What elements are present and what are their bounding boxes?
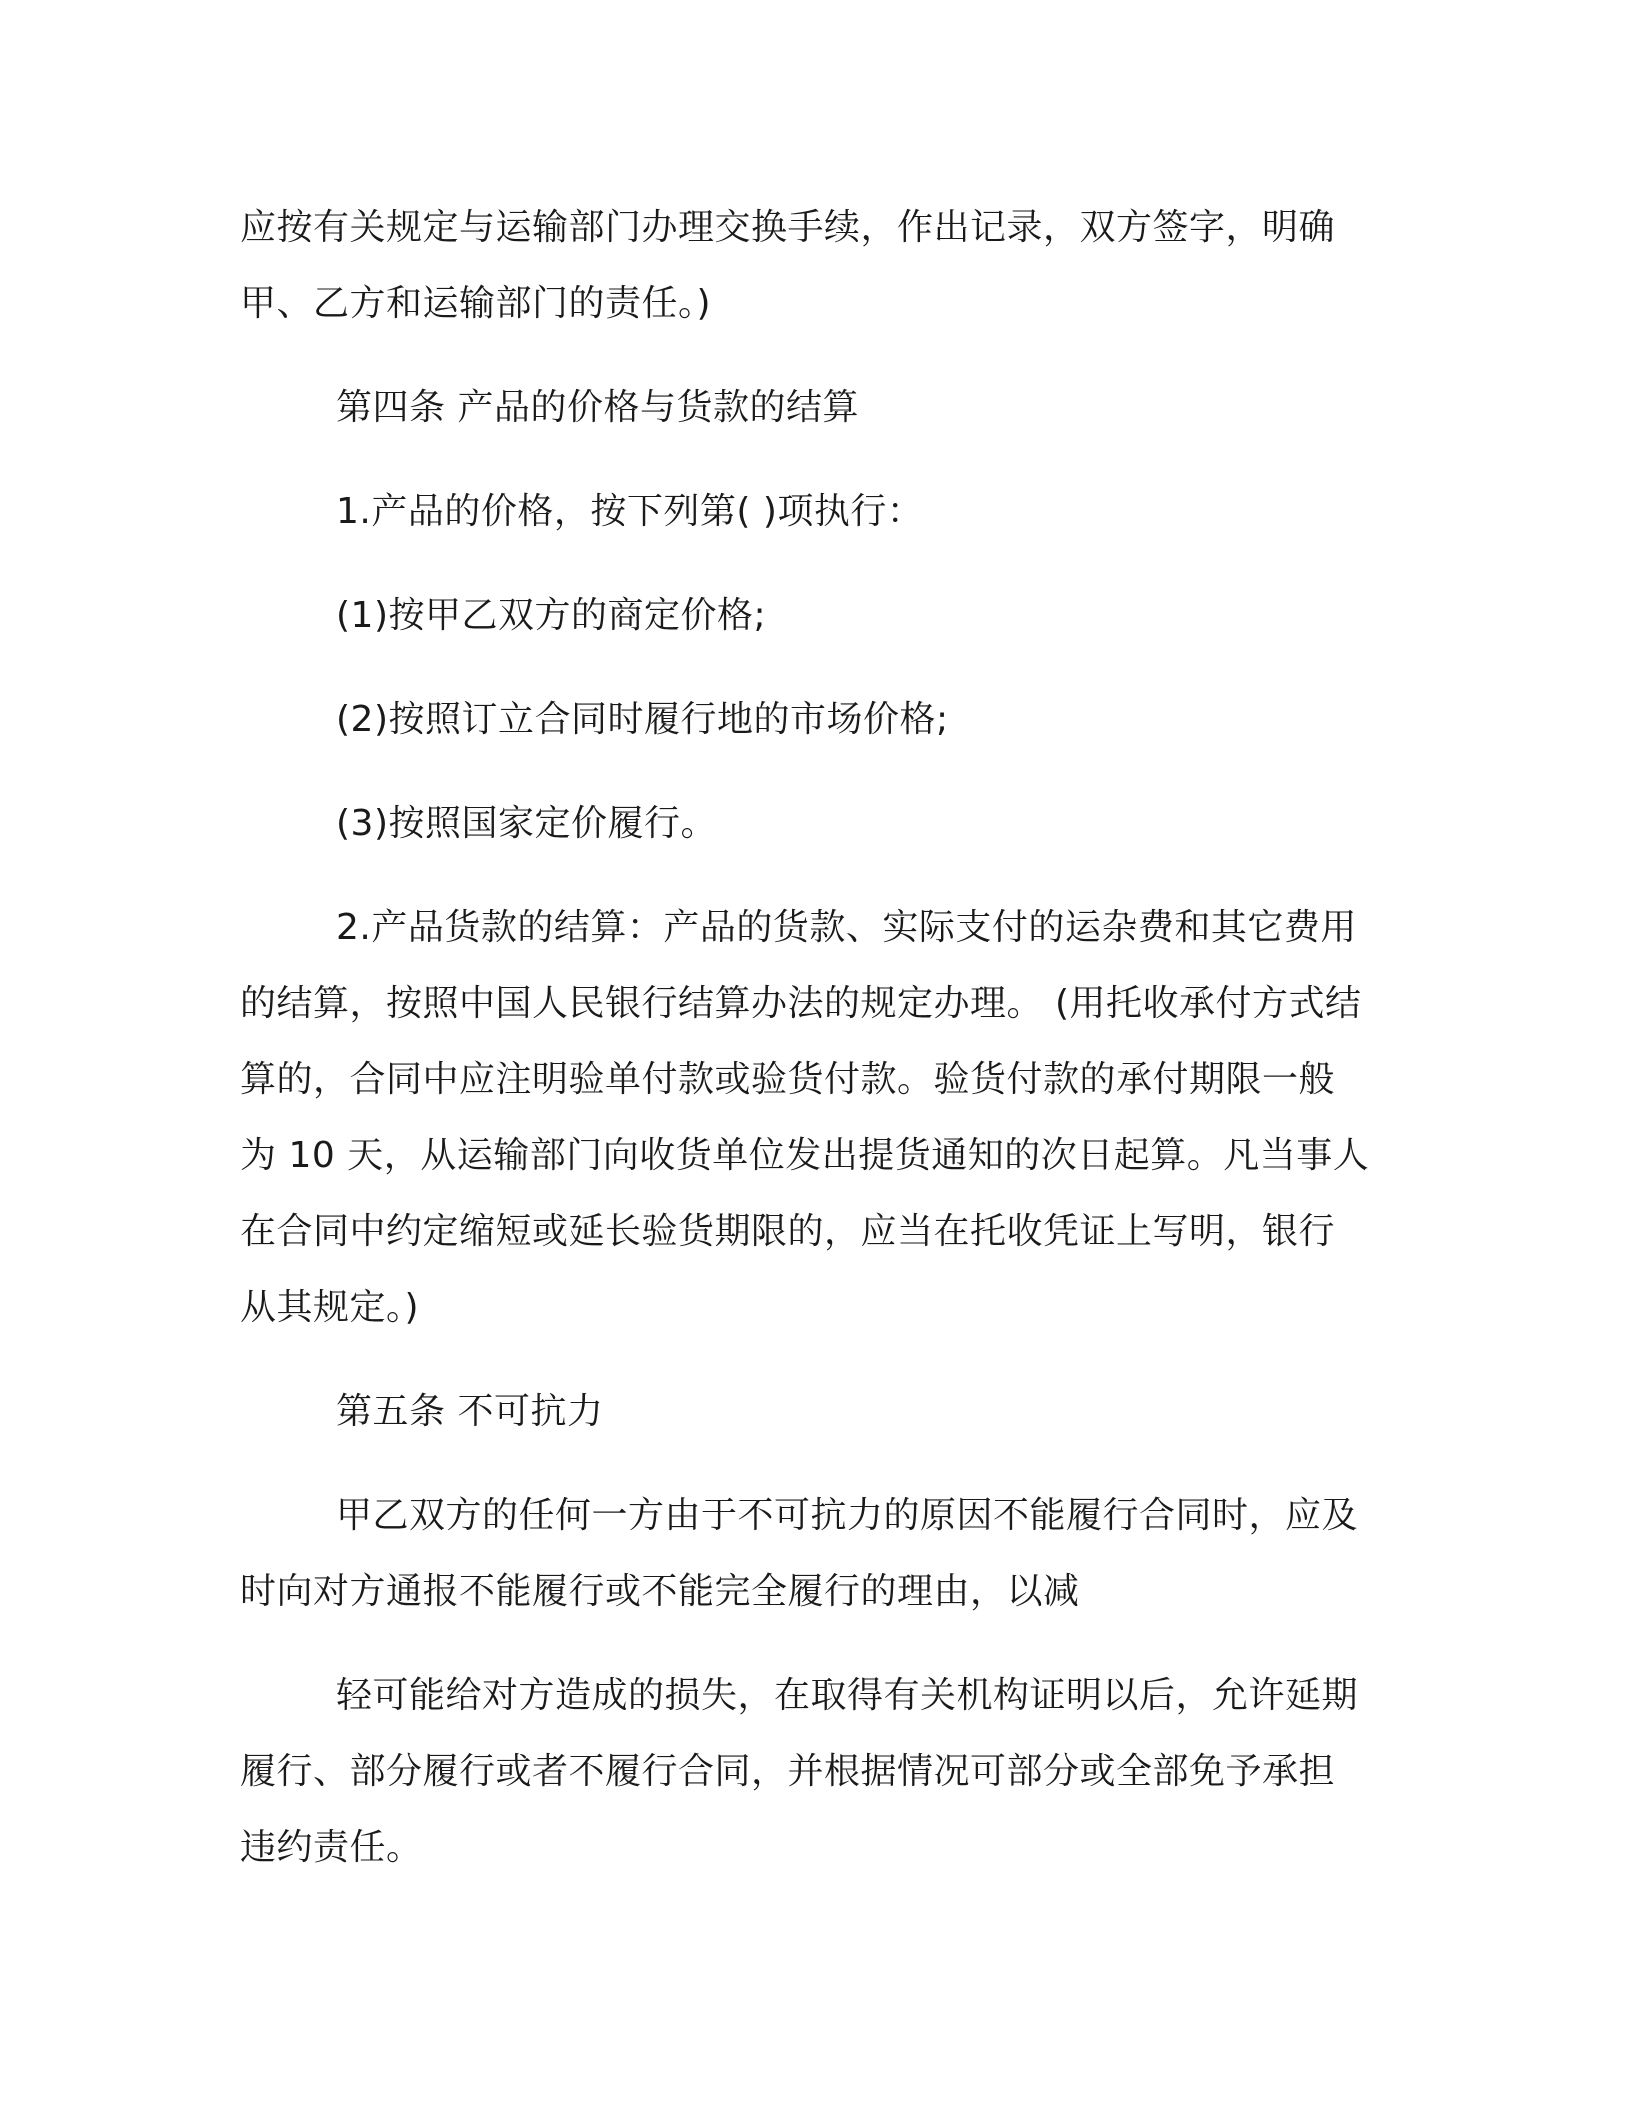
text-line: 算的，合同中应注明验单付款或验货付款。验货付款的承付期限一般: [240, 1059, 1336, 1100]
text-line: 在合同中约定缩短或延长验货期限的，应当在托收凭证上写明，银行: [240, 1211, 1336, 1252]
article-5-heading: [240, 1374, 1390, 1450]
text-line: 从其规定。): [240, 1287, 420, 1328]
article-4-heading: [240, 370, 1390, 446]
paragraph-payment-settlement: [240, 890, 1390, 1346]
paragraph-price-option-2: [240, 682, 1390, 758]
text-line: (3)按照国家定价履行。: [336, 803, 717, 844]
text-line: 第五条 不可抗力: [336, 1391, 604, 1432]
paragraph-price-intro: [240, 474, 1390, 550]
text-line: 第四条 产品的价格与货款的结算: [336, 387, 859, 428]
document-body: [240, 190, 1390, 1886]
text-line: 2.产品货款的结算：产品的货款、实际支付的运杂费和其它费用: [336, 907, 1357, 948]
text-line: (2)按照订立合同时履行地的市场价格;: [336, 699, 949, 740]
text-line: (1)按甲乙双方的商定价格;: [336, 595, 767, 636]
text-line: 轻可能给对方造成的损失，在取得有关机构证明以后，允许延期: [336, 1675, 1359, 1716]
paragraph-transport-handover: [240, 190, 1390, 342]
paragraph-force-majeure-notice: [240, 1478, 1390, 1630]
paragraph-price-option-3: [240, 786, 1390, 862]
text-line: 的结算，按照中国人民银行结算办法的规定办理。 (用托收承付方式结: [240, 983, 1362, 1024]
text-line: 甲乙双方的任何一方由于不可抗力的原因不能履行合同时，应及: [336, 1495, 1359, 1536]
text-line: 履行、部分履行或者不履行合同，并根据情况可部分或全部免予承担: [240, 1751, 1336, 1792]
paragraph-force-majeure-relief: [240, 1658, 1390, 1886]
text-line: 1.产品的价格，按下列第( )项执行：: [336, 491, 924, 532]
text-line: 应按有关规定与运输部门办理交换手续，作出记录，双方签字，明确: [240, 207, 1336, 248]
text-line: 时向对方通报不能履行或不能完全履行的理由，以减: [240, 1571, 1080, 1612]
text-line: 违约责任。: [240, 1827, 423, 1868]
text-line: 甲、乙方和运输部门的责任。): [240, 283, 712, 324]
text-line: 为 10 天，从运输部门向收货单位发出提货通知的次日起算。凡当事人: [240, 1135, 1370, 1176]
paragraph-price-option-1: [240, 578, 1390, 654]
